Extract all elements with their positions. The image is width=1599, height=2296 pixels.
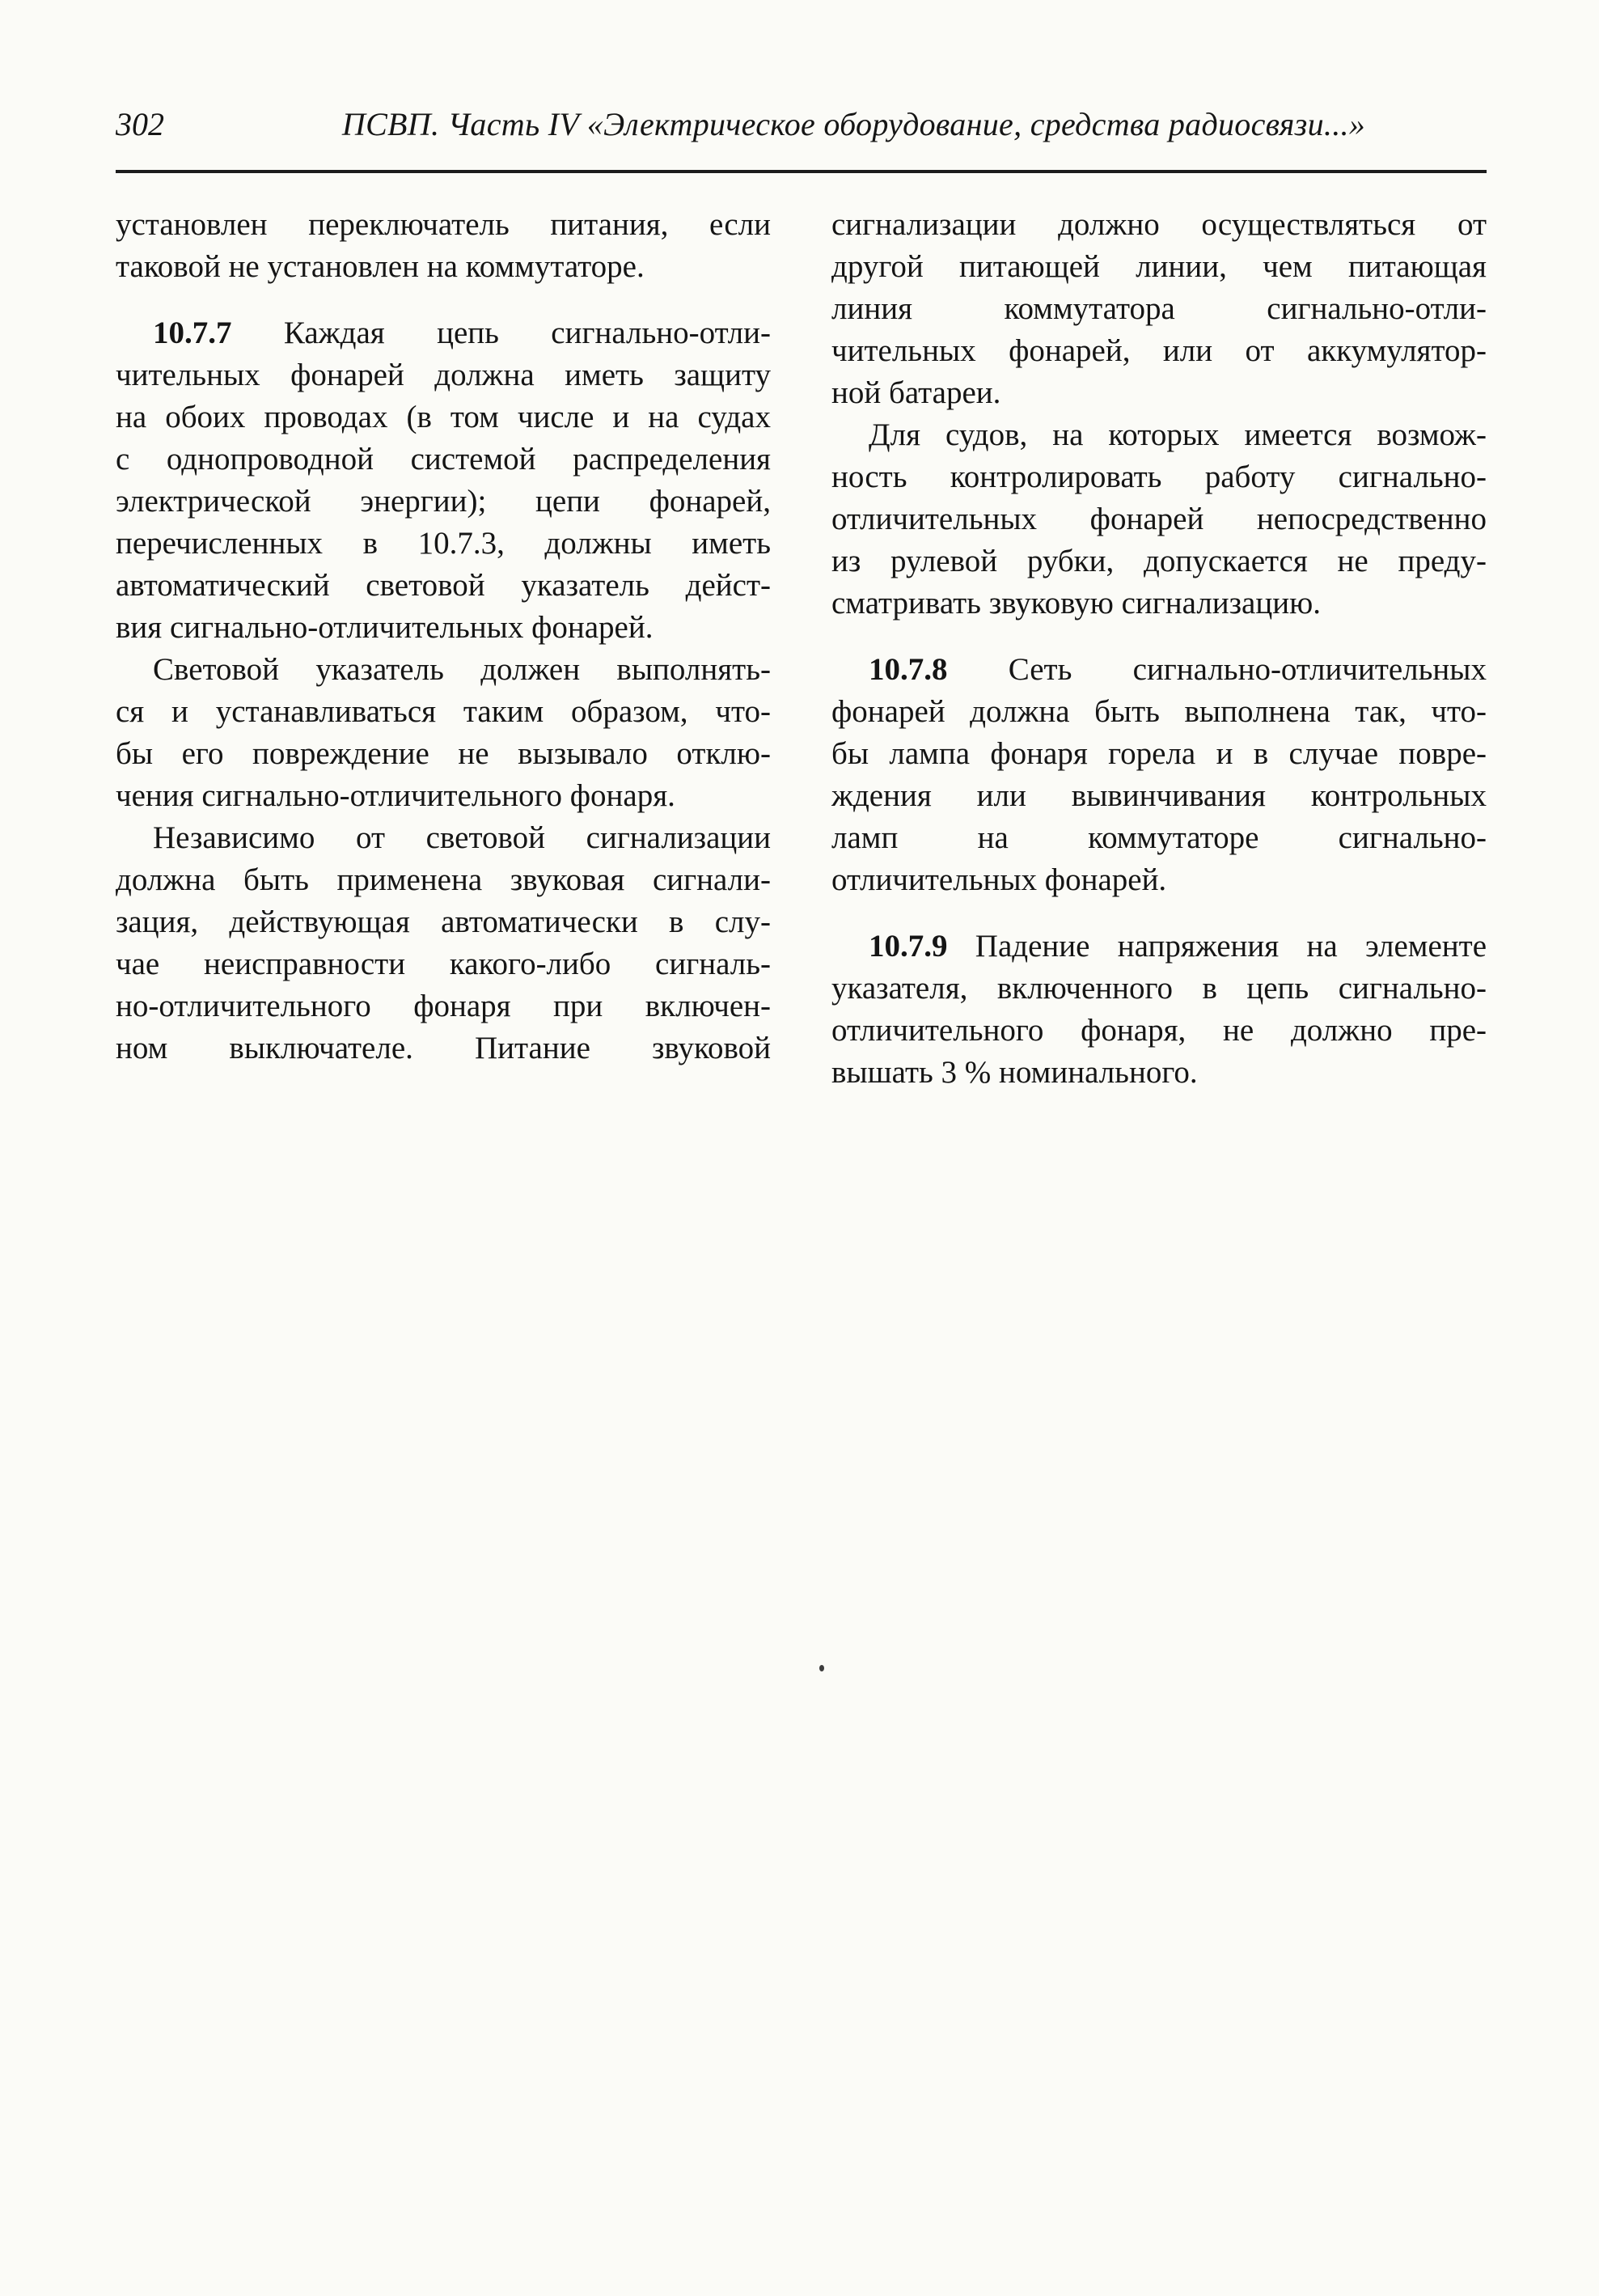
text-line: Для судов, на которых имеется возмож- <box>869 417 1487 452</box>
paragraph <box>831 649 1487 901</box>
paragraph <box>831 414 1487 625</box>
text-line: 10.7.7 Каждая цепь сигнально-отли- <box>153 316 771 350</box>
header-rule <box>116 170 1487 173</box>
text-line: должна быть применена звуковая сигнали- <box>116 862 771 897</box>
text-line: но-отличительного фонаря при включен- <box>116 989 771 1023</box>
text-line: ной батареи. <box>831 375 1001 410</box>
text-line: установлен переключатель питания, если <box>116 207 771 242</box>
page-header <box>116 105 1487 144</box>
text-line: другой питающей линии, чем питающая <box>831 249 1487 284</box>
text-line: сматривать звуковую сигнализацию. <box>831 586 1321 621</box>
text-line: ся и устанавливаться таким образом, что- <box>116 694 771 729</box>
section-number: 10.7.7 <box>153 316 232 350</box>
left-column <box>116 204 771 1094</box>
section-number: 10.7.9 <box>869 929 948 964</box>
text-line: автоматический световой указатель дейст- <box>116 568 771 603</box>
text-line: вышать 3 % номинального. <box>831 1055 1198 1090</box>
text-columns <box>116 204 1487 1094</box>
text-line: зация, действующая автоматически в слу- <box>116 904 771 939</box>
paragraph <box>831 204 1487 414</box>
text-line: чения сигнально-отличительного фонаря. <box>116 778 675 813</box>
text-line: бы лампа фонаря горела и в случае повре- <box>831 736 1487 771</box>
paragraph <box>831 926 1487 1094</box>
text-line: на обоих проводах (в том числе и на судах <box>116 400 771 434</box>
text-line: чае неисправности какого-либо сигналь- <box>116 947 771 981</box>
text-line: ность контролировать работу сигнально- <box>831 460 1487 494</box>
text-line: отличительных фонарей непосредственно <box>831 502 1487 536</box>
running-header-title: ПСВП. Часть IV «Электрическое оборудование, средства радиосвязи...» <box>341 106 1366 142</box>
text-line: чительных фонарей, или от аккумулятор- <box>831 333 1487 368</box>
text-line: 10.7.8 Сеть сигнально-отличительных <box>869 652 1487 687</box>
text-line: из рулевой рубки, допускается не преду- <box>831 544 1487 578</box>
text-line: отличительных фонарей. <box>831 862 1167 897</box>
text-line: фонарей должна быть выполнена так, что- <box>831 694 1487 729</box>
text-line: ждения или вывинчивания контрольных <box>831 778 1487 813</box>
text-line: Независимо от световой сигнализации <box>153 820 771 855</box>
text-line: линия коммутатора сигнально-отли- <box>831 291 1487 326</box>
paragraph <box>116 649 771 817</box>
text-line: с однопроводной системой распределения <box>116 442 771 477</box>
text-line: электрической энергии); цепи фонарей, <box>116 484 771 519</box>
text-line: отличительного фонаря, не должно пре- <box>831 1013 1487 1048</box>
text-line: перечисленных в 10.7.3, должны иметь <box>116 526 771 561</box>
text-line: сигнализации должно осуществляться от <box>831 207 1487 242</box>
text-line: указателя, включенного в цепь сигнально- <box>831 971 1487 1006</box>
paragraph <box>116 817 771 1070</box>
section-number: 10.7.8 <box>869 652 948 687</box>
text-line: 10.7.9 Падение напряжения на элементе <box>869 929 1487 964</box>
page-number: 302 <box>116 106 164 142</box>
scan-speck <box>819 1665 824 1671</box>
text-line: чительных фонарей должна иметь защиту <box>116 358 771 392</box>
text-line: Световой указатель должен выполнять- <box>153 652 771 687</box>
text-line: ламп на коммутаторе сигнально- <box>831 820 1487 855</box>
text-line: бы его повреждение не вызывало отклю- <box>116 736 771 771</box>
paragraph <box>116 204 771 288</box>
text-line: таковой не установлен на коммутаторе. <box>116 249 645 284</box>
text-line: ном выключателе. Питание звуковой <box>116 1031 771 1065</box>
right-column <box>831 204 1487 1094</box>
text-line: вия сигнально-отличительных фонарей. <box>116 610 654 645</box>
paragraph <box>116 312 771 649</box>
